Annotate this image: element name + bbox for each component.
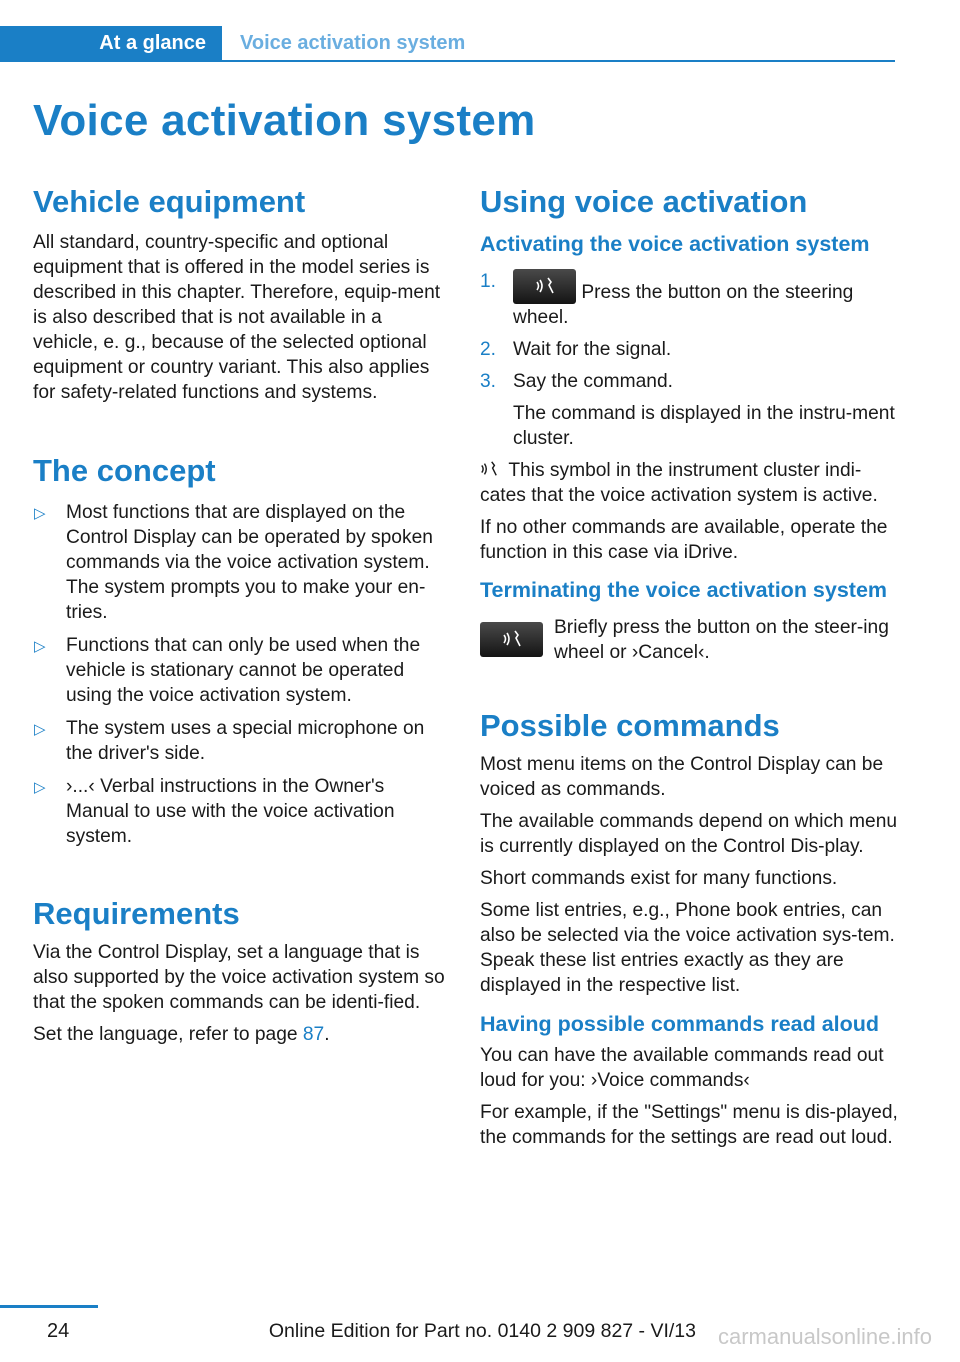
voice-button-icon: [480, 622, 543, 657]
edition-note: Online Edition for Part no. 0140 2 909 827 - VI/13: [268, 1320, 696, 1342]
list-item: ▷ Functions that can only be used when the vehicle is stationary cannot be operated using the voice activation system.: [34, 635, 421, 706]
header-tab-at-a-glance: [0, 26, 222, 62]
voice-symbol-icon: [480, 460, 498, 478]
footer-rule: [0, 1305, 98, 1308]
watermark: carmanualsonline.info: [717, 1324, 932, 1349]
header-section-title: Voice activation system: [240, 32, 466, 54]
step-note: The command is displayed in the instru-ment cluster.: [513, 403, 895, 449]
step-item: 3. Say the command. The command is displayed in the instru-ment cluster.: [480, 369, 898, 451]
heading-read-aloud: Having possible commands read aloud: [480, 1012, 880, 1036]
heading-possible-commands: Possible commands: [480, 708, 780, 743]
list-item: ▷ The system uses a special microphone on the driver's side.: [34, 718, 425, 764]
terminating-block: [480, 615, 898, 675]
paragraph: Most menu items on the Control Display can be voiced as commands.: [480, 754, 884, 800]
activation-steps: [480, 269, 898, 451]
voice-button-icon: [513, 269, 576, 304]
header-rule: [0, 60, 895, 62]
paragraph: Short commands exist for many functions.: [480, 868, 838, 889]
list-item: ▷ Most functions that are displayed on the Control Display can be operated by spoken commands via the voice activation system. The system prompts you to make your en-tries.: [34, 502, 433, 623]
terminating-text: Briefly press the button on the steer-ing wheel or ›Cancel‹.: [554, 617, 889, 663]
list-item: ▷ ›...‹ Verbal instructions in the Owner's Manual to use with the voice activation system.: [34, 776, 395, 847]
requirements-text: Via the Control Display, set a language that is also supported by the voice activation system so that the spoken commands can be identi-fied.: [33, 942, 445, 1013]
page-title: Voice activation system: [33, 96, 536, 145]
triangle-bullet-icon: ▷: [34, 638, 46, 655]
heading-requirements: Requirements: [33, 896, 240, 931]
triangle-bullet-icon: ▷: [34, 721, 46, 738]
vehicle-equipment-text: All standard, country-specific and optional equipment that is offered in the model series is described in this chapter. Therefore, equip-ment is also described that is not available in a vehicle, e. g., because of the selected optional equipment or country variant. This also applies for safety-related functions and systems.: [33, 232, 441, 403]
heading-activating: Activating the voice activation system: [480, 232, 870, 256]
language-reference: Set the language, refer to page 87.: [33, 1024, 330, 1045]
heading-using-voice-activation: Using voice activation: [480, 184, 808, 219]
page-link[interactable]: 87: [302, 1024, 325, 1045]
step-item: 1. Press the button on the steering wheel.: [480, 271, 854, 328]
paragraph: For example, if the "Settings" menu is dis-played, the commands for the settings are read out loud.: [480, 1102, 898, 1148]
page-number: 24: [47, 1320, 70, 1342]
paragraph: Some list entries, e.g., Phone book entries, can also be selected via the voice activation sys-tem. Speak these list entries exactly as they are displayed in the respective list.: [480, 900, 895, 996]
left-column: [33, 180, 449, 1047]
symbol-description: This symbol in the instrument cluster indi-cates that the voice activation system is active.: [480, 460, 878, 506]
header-tab-label: At a glance: [99, 32, 206, 54]
triangle-bullet-icon: ▷: [34, 505, 46, 522]
step-item: 2. Wait for the signal.: [480, 339, 672, 360]
paragraph: The available commands depend on which menu is currently displayed on the Control Dis-play.: [480, 811, 898, 857]
no-commands-text: If no other commands are available, operate the function in this case via iDrive.: [480, 517, 888, 563]
heading-terminating: Terminating the voice activation system: [480, 578, 888, 602]
right-column: [480, 180, 898, 1150]
concept-list: [33, 500, 449, 849]
paragraph: You can have the available commands read out loud for you: ›Voice commands‹: [480, 1045, 884, 1091]
triangle-bullet-icon: ▷: [34, 779, 46, 796]
heading-vehicle-equipment: Vehicle equipment: [33, 184, 306, 219]
heading-the-concept: The concept: [33, 453, 216, 488]
